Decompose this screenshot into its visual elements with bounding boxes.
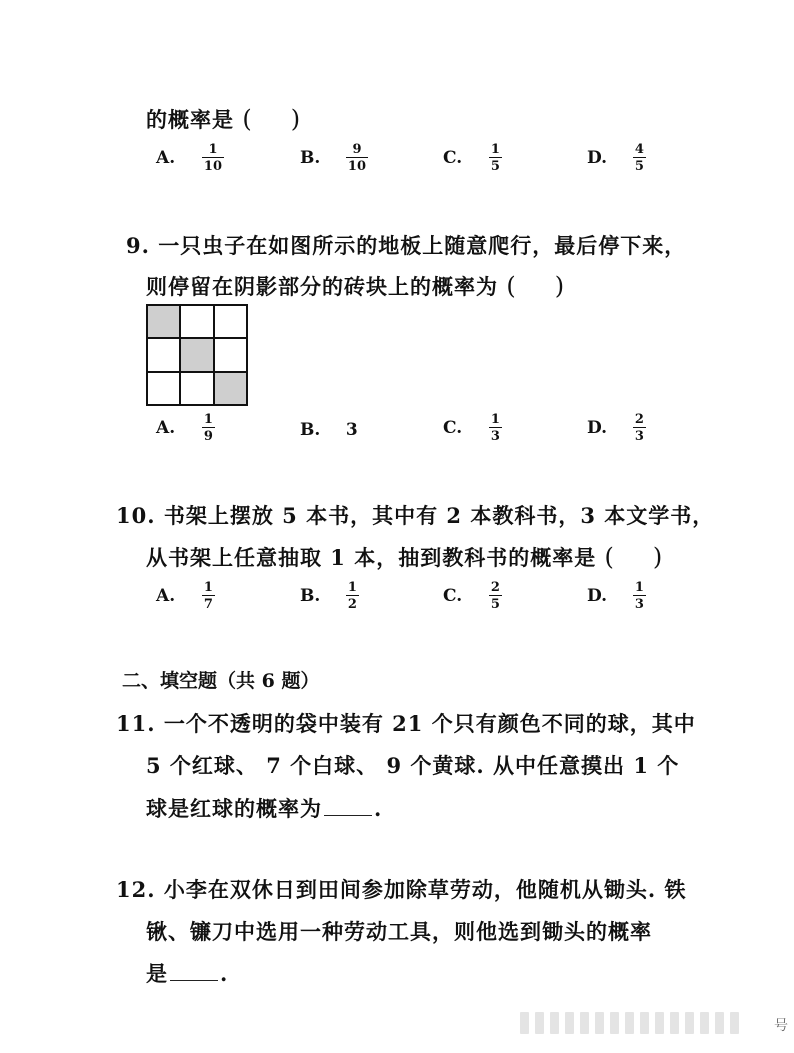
q10-option-d[interactable]: D. $\frac{1}{3}$ (587, 580, 644, 612)
tile-shaded (147, 305, 180, 338)
answer-paren: ( ) (604, 543, 664, 571)
tile (147, 372, 180, 405)
q9-option-b[interactable]: B. 3 (300, 420, 358, 440)
q10-stem-line1: 10. 书架上摆放 5 本书，其中有 2 本教科书，3 本文学书， (116, 503, 715, 528)
fraction: $\frac{2}{5}$ (490, 580, 500, 612)
q11-stem-line3: 球是红球的概率为 . (146, 796, 383, 821)
fraction: $\frac{2}{3}$ (634, 412, 644, 444)
fraction: $\frac{1}{9}$ (203, 412, 213, 444)
fraction: $\frac{4}{5}$ (634, 142, 644, 174)
section-title: 二、填空题（共 6 题） (122, 670, 320, 692)
fraction: $\frac{1}{3}$ (634, 580, 644, 612)
q12-stem-line3: 是 . (146, 961, 229, 986)
fraction: $\frac{1}{10}$ (203, 142, 223, 174)
question-number: 11. (116, 711, 156, 736)
q10-stem-line2: 从书架上任意抽取 1 本，抽到教科书的概率是 ( ) (146, 543, 664, 571)
q11-stem-line2: 5 个红球、 7 个白球、 9 个黄球. 从中任意摸出 1 个 (146, 753, 680, 778)
answer-blank[interactable] (324, 797, 372, 816)
q9-option-d[interactable]: D. $\frac{2}{3}$ (587, 412, 644, 444)
fraction: $\frac{1}{5}$ (490, 142, 500, 174)
q10-option-b[interactable]: B. $\frac{1}{2}$ (300, 580, 357, 612)
tile-shaded (180, 338, 213, 371)
q10-option-c[interactable]: C. $\frac{2}{5}$ (443, 580, 500, 612)
tile (180, 305, 213, 338)
q11-stem-line1: 11. 一个不透明的袋中装有 21 个只有颜色不同的球，其中 (116, 711, 696, 736)
tile (180, 372, 213, 405)
tile-shaded (214, 372, 247, 405)
option-value: 3 (345, 420, 358, 440)
fraction: $\frac{1}{7}$ (203, 580, 213, 612)
q12-stem-line2: 锹、镰刀中选用一种劳动工具，则他选到锄头的概率 (146, 919, 652, 944)
q8-stem-text: 的概率是 (146, 107, 234, 132)
q12-stem-line1: 12. 小李在双休日到田间参加除草劳动，他随机从锄头. 铁 (116, 877, 687, 902)
answer-blank[interactable] (170, 962, 218, 981)
tile (214, 338, 247, 371)
q9-option-a[interactable]: A. $\frac{1}{9}$ (156, 412, 213, 444)
question-number: 12. (116, 877, 156, 902)
page-scroll-marks (520, 1012, 739, 1034)
q8-option-d[interactable]: D. $\frac{4}{5}$ (587, 142, 644, 174)
fraction: $\frac{1}{3}$ (490, 412, 500, 444)
floor-tile-grid (146, 304, 248, 406)
tile (147, 338, 180, 371)
q9-stem-line2: 则停留在阴影部分的砖块上的概率为 ( ) (146, 272, 566, 300)
watermark-text: 号 (774, 1018, 788, 1034)
answer-paren: ( ) (242, 105, 302, 133)
q9-stem-line1: 9. 一只虫子在如图所示的地板上随意爬行，最后停下来， (126, 233, 687, 258)
question-number: 10. (116, 503, 156, 528)
answer-paren: ( ) (506, 272, 566, 300)
q8-stem-tail (146, 104, 301, 134)
q8-option-b[interactable]: B. $\frac{9}{10}$ (300, 142, 367, 174)
question-number: 9. (126, 233, 150, 258)
q10-option-a[interactable]: A. $\frac{1}{7}$ (156, 580, 213, 612)
q8-option-c[interactable]: C. $\frac{1}{5}$ (443, 142, 500, 174)
fraction: $\frac{1}{2}$ (347, 580, 357, 612)
tile (214, 305, 247, 338)
fraction: $\frac{9}{10}$ (347, 142, 367, 174)
q8-option-a[interactable]: A. $\frac{1}{10}$ (156, 142, 223, 174)
q9-option-c[interactable]: C. $\frac{1}{3}$ (443, 412, 500, 444)
